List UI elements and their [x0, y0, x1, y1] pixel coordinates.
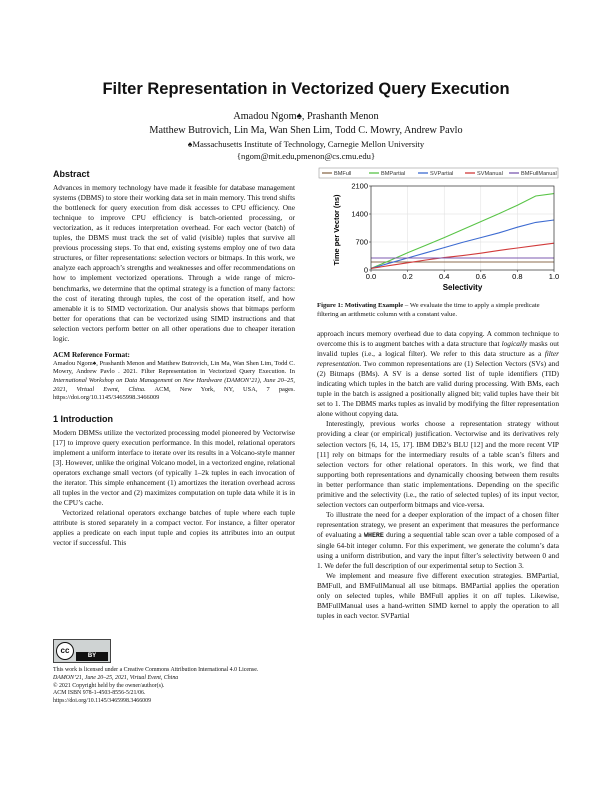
series-line-bmpartial [371, 194, 554, 269]
right-p3-b: during a sequential table scan over a table composed of a single 64-bit integer column. For this experiment, we generate the column’s data using a uniform distribution, and vary the input filter’s selectivity between 0 and 1. We defer the full description of our experimental setup to Section 3. [317, 529, 559, 571]
right-p1-italic-2: filter representation [317, 349, 559, 369]
intro-paragraph-2: Vectorized relational operators exchange batches of tuple where each tuple attribute is stored separately in a compact vector. For instance, a filter operator applies a predicate on each input tuple and copies its attributes into an output vector if successful. This [53, 508, 295, 548]
intro-heading: 1 Introduction [53, 413, 113, 424]
right-p4-italic: all [493, 591, 502, 601]
chart-legend [319, 168, 558, 178]
legend-label: SVPartial [430, 171, 454, 177]
x-tick-label: 1.0 [548, 272, 560, 281]
y-tick-label: 700 [355, 237, 368, 247]
license-copyright: © 2021 Copyright held by the owner/author(s). [53, 682, 165, 689]
where-keyword: WHERE [364, 531, 384, 539]
right-p1-a: approach incurs memory overhead due to data copying. A common technique to overcome this is to augment batches with a data structure that [317, 329, 559, 349]
right-paragraph-4 [317, 571, 559, 621]
license-isbn: ACM ISBN 978-1-4503-8556-5/21/06. [53, 690, 146, 697]
right-paragraph-1 [317, 329, 559, 419]
reference-text-a: Amadou Ngom♠, Prashanth Menon and Matthew Butrovich, Lin Ma, Wan Shen Lim, Todd C. Mowry, Andrew Pavlo . 2021. Filter Representation in Vectorized Query Execution. In [53, 359, 295, 376]
x-axis-label: Selectivity [442, 283, 483, 292]
x-tick-label: 0.2 [402, 272, 413, 281]
affiliation: ♠Massachusetts Institute of Technology, Carnegie Mellon University [187, 139, 425, 149]
right-column [317, 329, 559, 621]
license-line: This work is licensed under a Creative Commons Attribution International 4.0 License. [53, 667, 259, 673]
figure-caption [317, 301, 559, 319]
abstract-heading: Abstract [53, 169, 90, 179]
abstract-text: Advances in memory technology have made it feasible for database management systems (DBMS) to store their working data set in main memory. This trend shifts the bottleneck for query execution from disk accesses to CPU efficiency. One technique to improve CPU efficiency is batch-oriented processing, or vectorization, as it reduces interpretation overhead. For each vector (batch) of tuples, the DBMS must track the set of valid (visible) tuples that survive all previous processing steps. To that end, existing systems employ one of two data structures, or filter representations: selection vectors or bitmaps. In this work, we analyze each approach’s strengths and weaknesses and offer recommendations on how to implement vectorized operations. Through a wide range of micro-benchmarks, we determine that the optimal strategy is a function of many factors: the cost of iterating through tuples, the cost of the operation itself, and how amenable it is to SIMD vectorization. Our analysis shows that bitmaps perform better for operations that can be vectorized using SIMD instructions and that selection vectors perform better on all other operations due to cheaper iteration logic. [53, 183, 295, 343]
series-line-svpartial [371, 220, 554, 268]
legend-label: BMFull [334, 171, 352, 177]
reference-format-heading: ACM Reference Format: [53, 350, 130, 359]
right-p1-italic: logically [501, 339, 528, 349]
reference-venue: International Workshop on Data Management on New Hardware (DAMON’21), June 20–25, 2021, Virtual Event, China. [53, 377, 295, 393]
right-p1-c: . Two common representations are (1) Selection Vectors (SVs) and (2) Bitmaps (BMs). A SV is a dense sorted list of tuple identifiers (TID) indicating which tuples in the batch are valid during processing. With BMs, each tuple in the batch is assigned a positionally aligned bit; valid tuples have their bit set to 1. The DBMS marks tuples as invalid by modifying the filter representation alone without copying data. [317, 359, 559, 419]
right-paragraph-2: Interestingly, previous works choose a representation strategy without providing a clear (or empirical) justification. Vectorwise and its derivatives rely selection vectors [6, 14, 15, 17]. IBM DB2’s BLU [12] and the more recent VIP [11] rely on bitmaps for the intermediary results of a table scan’s filters and selection vectors for other relational operators. In this work, we find that supporting both representations and dynamically choosing between them results in better performance than static implementations. Depending on the specific primitive and the selectivity (i.e., the ratio of selected tuples) of its input vector, selection vectors can outperform bitmaps and vice-versa. [317, 419, 559, 509]
right-p4-a: We implement and measure five different execution strategies. BMPartial, BMFull, and BMFullManual all use bitmaps. BMPartial applies the operation only on selected tuples, while BMFull applies it on [317, 571, 559, 601]
x-tick-label: 0.6 [475, 272, 487, 281]
chart-plot-area [371, 194, 554, 269]
legend-label: BMFullManual [521, 171, 557, 177]
author-emails: {ngom@mit.edu,pmenon@cs.cmu.edu} [236, 151, 376, 161]
cc-logo-icon: cc [56, 642, 74, 660]
y-tick-label: 1400 [351, 209, 368, 219]
y-tick-label: 2100 [351, 181, 368, 191]
cc-by-badge [53, 639, 111, 663]
y-axis-label: Time per Vector (ns) [332, 194, 341, 266]
legend-label: SVManual [477, 171, 503, 177]
right-paragraph-3 [317, 510, 559, 571]
x-tick-label: 0.8 [512, 272, 523, 281]
y-tick-label: 0 [363, 265, 368, 275]
figure-caption-text: – We evaluate the time to apply a simple predicate filtering an arithmetic column with a constant value. [317, 302, 540, 318]
x-tick-label: 0.0 [365, 272, 377, 281]
author-line-2: Matthew Butrovich, Lin Ma, Wan Shen Lim, Todd C. Mowry, Andrew Pavlo [149, 125, 463, 136]
reference-format-text [53, 360, 295, 403]
by-label: BY [76, 652, 108, 661]
reference-text-b: ACM, New York, NY, USA, 7 pages. https://doi.org/10.1145/3465998.3466009 [53, 385, 296, 402]
paper-title: Filter Representation in Vectorized Query Execution [102, 80, 510, 98]
right-p3-a: To illustrate the need for a deeper exploration of the impact of a chosen filter representation strategy, we present an experiment that measures the performance of evaluating a [317, 509, 559, 539]
motivating-example-chart [317, 166, 560, 298]
left-column [53, 169, 295, 548]
author-line-1: Amadou Ngom♠, Prashanth Menon [233, 111, 379, 122]
license-venue: DAMON’21, June 20–25, 2021, Virtual Event, China [53, 674, 179, 681]
license-doi: https://doi.org/10.1145/3465998.3466009 [53, 698, 152, 705]
x-tick-label: 0.4 [438, 272, 450, 281]
license-block [53, 667, 298, 706]
right-p1-b: masks out invalid tuples (i.e., a logical filter). We refer to this data structure as a [317, 339, 559, 359]
figure-label: Figure 1: Motivating Example [317, 302, 404, 309]
legend-label: BMPartial [381, 171, 406, 177]
right-p4-b: tuples. Likewise, BMFullManual uses a hand-written SIMD kernel to apply the operation to all tuples in each vector. SVPartial [317, 591, 559, 621]
series-line-svmanual [371, 243, 554, 268]
intro-paragraph-1: Modern DBMSs utilize the vectorized processing model pioneered by Vectorwise [17] to improve query execution performance. In this model, relational operators implement a uniform interface to iterate over its results in a Volcano-style manner [3]. However, unlike the original Volcano model, in a vectorized engine, relational operators exchange small vectors (of typically 1–2k tuples in each invocation of the iterator. This simple enhancement (1) amortizes the iteration overhead across all tuples in the vector and (2) maximizes computation on tuple data while it is in the CPU’s cache. [53, 427, 295, 508]
